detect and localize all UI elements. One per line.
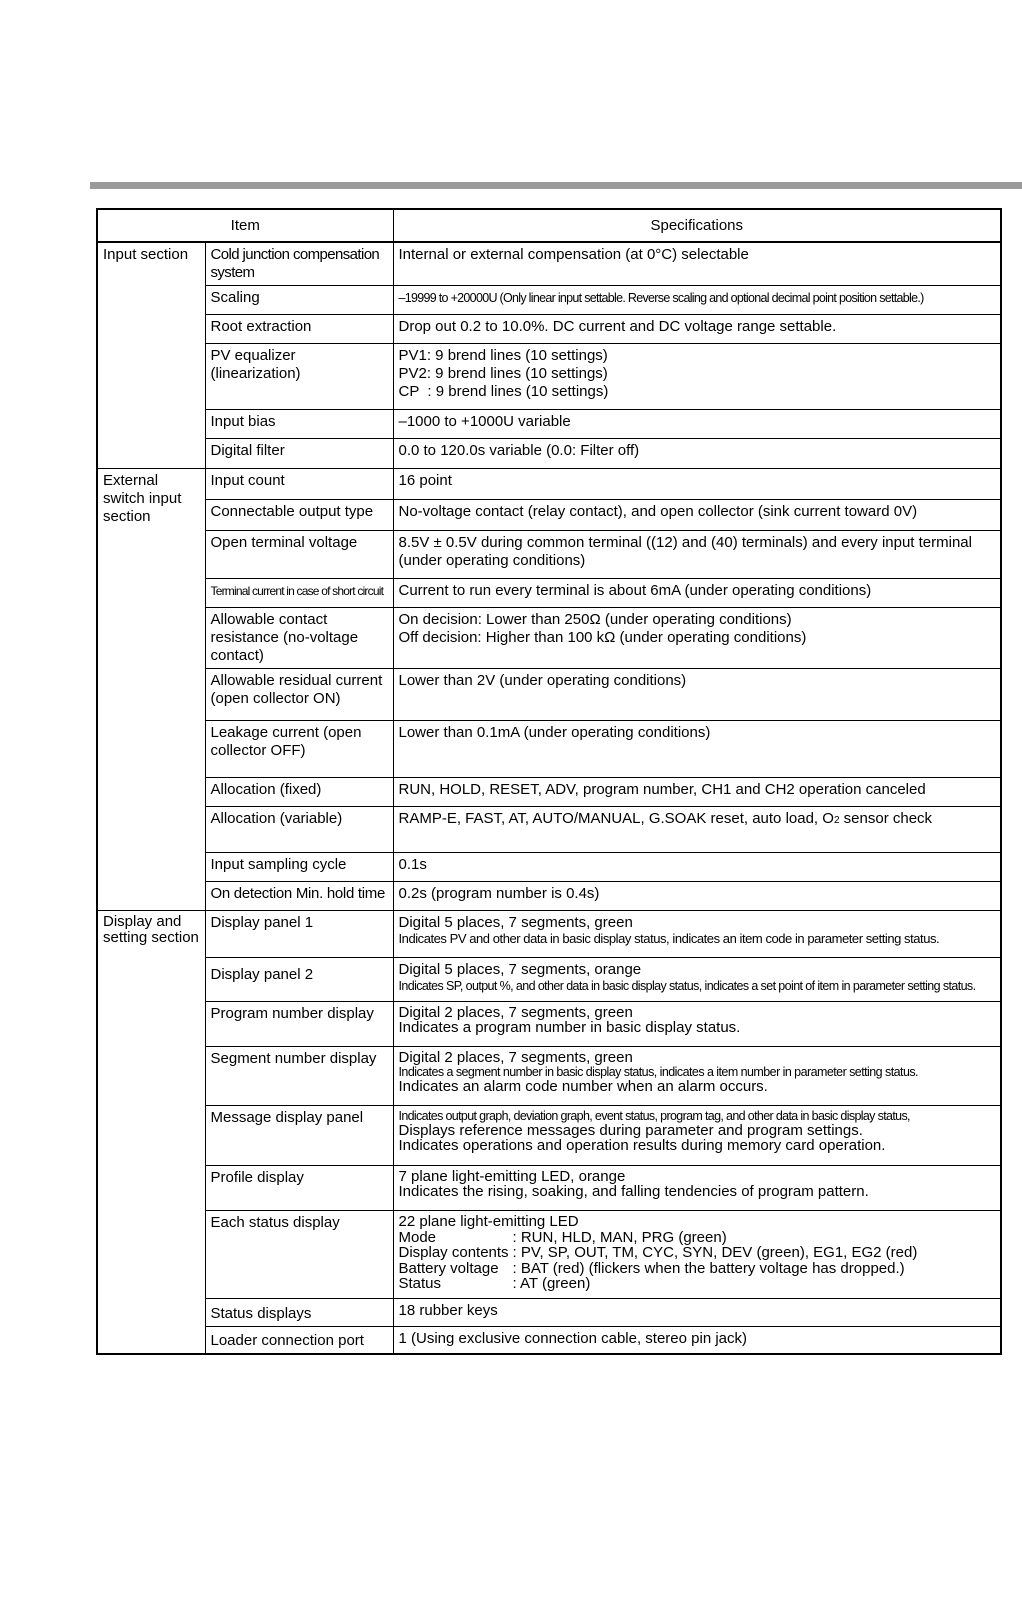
- table-row: [97, 608, 1001, 669]
- item-label: Scaling: [205, 286, 393, 315]
- spec-line: PV1: 9 brend lines (10 settings): [398, 347, 608, 364]
- spec-line: CP : 9 brend lines (10 settings): [398, 383, 609, 400]
- table-row: [97, 469, 1001, 500]
- table-row: [97, 344, 1001, 410]
- spec-value: 8.5V ± 0.5V during common terminal ((12) and (40) terminals) and every input terminal (under operating conditions): [393, 531, 1001, 579]
- spec-value: 18 rubber keys: [393, 1299, 1001, 1327]
- spec-line: Off decision: Higher than 100 kΩ (under operating conditions): [398, 629, 807, 646]
- table-row: [97, 1166, 1001, 1211]
- status-value: : PV, SP, OUT, TM, CYC, SYN, DEV (green), EG1, EG2 (red): [512, 1244, 918, 1261]
- spec-value: [393, 344, 1001, 410]
- item-header: Item: [97, 209, 393, 242]
- status-row-status: [399, 1276, 996, 1292]
- item-label: Digital filter: [205, 439, 393, 469]
- header-rule: [90, 182, 1022, 189]
- spec-line: Digital 5 places, 7 segments, green: [398, 914, 633, 931]
- spec-value: 16 point: [393, 469, 1001, 500]
- item-label: Cold junction compensation system: [205, 242, 393, 286]
- spec-line: Indicates PV and other data in basic display status, indicates an item code in parameter setting status.: [398, 931, 940, 946]
- spec-line: PV2: 9 brend lines (10 settings): [398, 365, 608, 382]
- item-label: Allowable residual current (open collector ON): [205, 669, 393, 721]
- spec-value: [393, 1166, 1001, 1211]
- table-row: [97, 315, 1001, 344]
- status-value: : BAT (red) (flickers when the battery voltage has dropped.): [512, 1259, 905, 1277]
- item-label: Allocation (fixed): [205, 778, 393, 807]
- spec-value: No-voltage contact (relay contact), and open collector (sink current toward 0V): [393, 500, 1001, 531]
- spec-value: Current to run every terminal is about 6mA (under operating conditions): [393, 579, 1001, 608]
- status-value: : AT (green): [512, 1275, 591, 1292]
- status-key: Battery voltage: [398, 1259, 499, 1277]
- status-key: Mode: [398, 1228, 437, 1246]
- item-label: Connectable output type: [205, 500, 393, 531]
- specifications-table: [96, 208, 1002, 1355]
- category-input-section: Input section: [97, 242, 205, 469]
- item-label: Allocation (variable): [205, 807, 393, 853]
- item-label: Message display panel: [205, 1106, 393, 1166]
- spec-value: [393, 1002, 1001, 1047]
- spec-value: [393, 1106, 1001, 1166]
- table-row: [97, 958, 1001, 1002]
- item-label: PV equalizer (linearization): [205, 344, 393, 410]
- spec-line: Indicates a segment number in basic display status, indicates a item number in parameter setting status.: [398, 1065, 918, 1079]
- spec-subscript: 2: [833, 815, 840, 826]
- spec-value: Drop out 0.2 to 10.0%. DC current and DC voltage range settable.: [393, 315, 1001, 344]
- table-row: [97, 531, 1001, 579]
- spec-line: 22 plane light-emitting LED: [398, 1213, 579, 1230]
- table-row: [97, 911, 1001, 958]
- item-label: Each status display: [205, 1211, 393, 1299]
- spec-value: [393, 911, 1001, 958]
- spec-value: RUN, HOLD, RESET, ADV, program number, CH1 and CH2 operation canceled: [393, 778, 1001, 807]
- table-row: [97, 669, 1001, 721]
- spec-line: Digital 2 places, 7 segments, green: [398, 1049, 633, 1066]
- item-label: Program number display: [205, 1002, 393, 1047]
- spec-text: RAMP-E, FAST, AT, AUTO/MANUAL, G.SOAK reset, auto load, O: [398, 810, 834, 827]
- table-row: [97, 853, 1001, 882]
- table-row: [97, 410, 1001, 439]
- spec-line: Digital 5 places, 7 segments, orange: [398, 961, 642, 978]
- spec-text: sensor check: [839, 810, 933, 827]
- table-row: [97, 1299, 1001, 1327]
- spec-value: –1000 to +1000U variable: [393, 410, 1001, 439]
- item-label: Root extraction: [205, 315, 393, 344]
- table-row: [97, 882, 1001, 911]
- item-label: Allowable contact resistance (no-voltage contact): [205, 608, 393, 669]
- spec-value: [393, 1211, 1001, 1299]
- table-row: [97, 807, 1001, 853]
- item-label: Input sampling cycle: [205, 853, 393, 882]
- spec-line: Indicates the rising, soaking, and falling tendencies of program pattern.: [398, 1183, 869, 1200]
- table-row: [97, 439, 1001, 469]
- spec-value: [393, 608, 1001, 669]
- table-row: [97, 778, 1001, 807]
- status-row-mode: [399, 1230, 996, 1246]
- spec-line: On decision: Lower than 250Ω (under operating conditions): [398, 611, 792, 628]
- spec-value: Internal or external compensation (at 0°C) selectable: [393, 242, 1001, 286]
- spec-value: –19999 to +20000U (Only linear input settable. Reverse scaling and optional decimal point position settable.): [393, 286, 1001, 315]
- table-row: [97, 242, 1001, 286]
- table-row: [97, 1211, 1001, 1299]
- table-row: [97, 1327, 1001, 1354]
- spec-line: Indicates a program number in basic display status.: [398, 1019, 741, 1036]
- item-label: On detection Min. hold time: [205, 882, 393, 911]
- spec-value: 0.1s: [393, 853, 1001, 882]
- spec-value: 1 (Using exclusive connection cable, stereo pin jack): [393, 1327, 1001, 1354]
- spec-line: Indicates SP, output %, and other data in basic display status, indicates a set point of item in parameter setting status.: [398, 979, 976, 993]
- spec-line: 7 plane light-emitting LED, orange: [398, 1168, 626, 1185]
- item-label: Display panel 1: [205, 911, 393, 958]
- spec-value: [393, 1047, 1001, 1106]
- category-display-setting: Display and setting section: [97, 911, 205, 1354]
- specifications-header: Specifications: [393, 209, 1001, 242]
- spec-line: Displays reference messages during parameter and program settings.: [398, 1122, 863, 1139]
- table-row: [97, 721, 1001, 778]
- spec-line: Digital 2 places, 7 segments, green: [398, 1004, 633, 1021]
- status-value: : RUN, HLD, MAN, PRG (green): [512, 1228, 727, 1246]
- category-external-switch: External switch input section: [97, 469, 205, 911]
- status-key: Status: [398, 1275, 442, 1292]
- item-label: Loader connection port: [205, 1327, 393, 1354]
- status-row-display-contents: [399, 1245, 996, 1261]
- table-row: [97, 286, 1001, 315]
- spec-value: Lower than 0.1mA (under operating conditions): [393, 721, 1001, 778]
- table-row: [97, 579, 1001, 608]
- table-row: [97, 500, 1001, 531]
- item-label: Input bias: [205, 410, 393, 439]
- table-row: [97, 1047, 1001, 1106]
- spec-line: Indicates operations and operation results during memory card operation.: [398, 1137, 886, 1154]
- item-label: Profile display: [205, 1166, 393, 1211]
- item-label: Status displays: [205, 1299, 393, 1327]
- item-label: Input count: [205, 469, 393, 500]
- spec-line: Indicates output graph, deviation graph, event status, program tag, and other data in basic display status,: [398, 1109, 910, 1123]
- table-row: [97, 1106, 1001, 1166]
- spec-value: Lower than 2V (under operating conditions): [393, 669, 1001, 721]
- status-key: Display contents: [398, 1244, 509, 1261]
- table-header-row: [97, 209, 1001, 242]
- spec-value: 0.0 to 120.0s variable (0.0: Filter off): [393, 439, 1001, 469]
- spec-line: Indicates an alarm code number when an alarm occurs.: [398, 1078, 768, 1095]
- spec-value: [393, 807, 1001, 853]
- status-row-battery-voltage: [399, 1261, 996, 1277]
- item-label: Display panel 2: [205, 958, 393, 1002]
- spec-value: [393, 958, 1001, 1002]
- item-label: Leakage current (open collector OFF): [205, 721, 393, 778]
- item-label: Terminal current in case of short circuit: [205, 579, 393, 608]
- table-row: [97, 1002, 1001, 1047]
- spec-value: 0.2s (program number is 0.4s): [393, 882, 1001, 911]
- item-label: Open terminal voltage: [205, 531, 393, 579]
- item-label: Segment number display: [205, 1047, 393, 1106]
